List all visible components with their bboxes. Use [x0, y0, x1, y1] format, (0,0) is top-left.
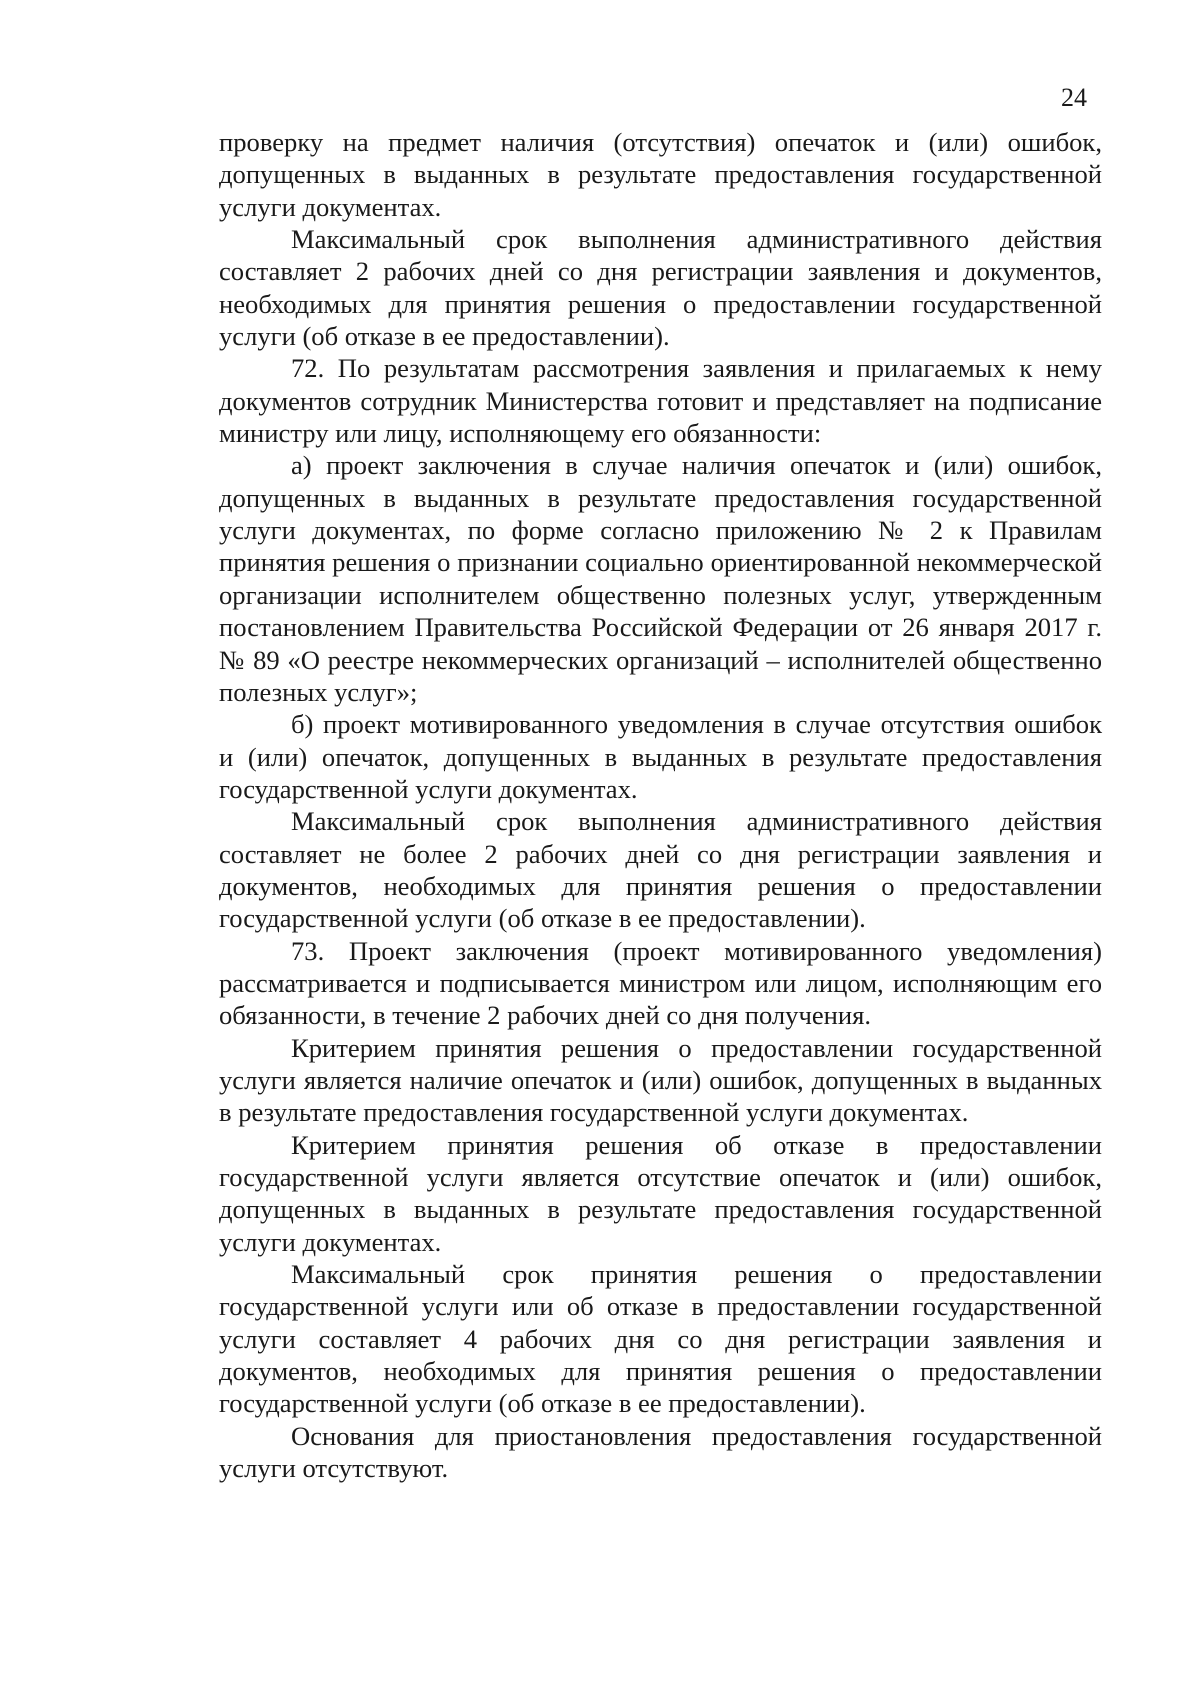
paragraph-max-term-decision: Максимальный срок принятия решения о предоставлении государственной услуги или об отказе в предоставлении государственной услуги составляет 4 рабочих дня со дня регистрации заявления и документов, необходимых для принятия решения о предоставлении государственной услуги (об отказе в ее предоставлении).	[219, 1259, 1102, 1419]
paragraph-suspension-grounds: Основания для приостановления предоставления государственной услуги отсутствуют.	[219, 1420, 1102, 1484]
paragraph-item-73: 73. Проект заключения (проект мотивированного уведомления) рассматривается и подписывается министром или лицом, исполняющим его обязанности, в течение 2 рабочих дней со дня получения.	[219, 935, 1102, 1031]
paragraph-continuation: проверку на предмет наличия (отсутствия) опечаток и (или) ошибок, допущенных в выданных в результате предоставления государственной услуги документах.	[219, 127, 1102, 222]
paragraph-max-term-1: Максимальный срок выполнения административного действия составляет 2 рабочих дней со дня регистрации заявления и документов, необходимых для принятия решения о предоставлении государственной услуги (об отказе в ее предоставлении).	[219, 224, 1102, 352]
document-body	[219, 126, 1102, 1484]
page-number: 24	[1061, 83, 1087, 112]
paragraph-criterion-grant: Критерием принятия решения о предоставлении государственной услуги является наличие опечаток и (или) ошибок, допущенных в выданных в результате предоставления государственной услуги документах.	[219, 1032, 1102, 1128]
paragraph-subitem-a: а) проект заключения в случае наличия опечаток и (или) ошибок, допущенных в выданных в результате предоставления государственной услуги документах, по форме согласно приложению № 2 к Правилам принятия решения о признании социально ориентированной некоммерческой организации исполнителем общественно полезных услуг, утвержденным постановлением Правительства Российской Федерации от 26 января 2017 г. № 89 «О реестре некоммерческих организаций – исполнителей общественно полезных услуг»;	[219, 450, 1102, 707]
paragraph-item-72: 72. По результатам рассмотрения заявления и прилагаемых к нему документов сотрудник Министерства готовит и представляет на подписание министру или лицу, исполняющему его обязанности:	[219, 353, 1102, 449]
paragraph-subitem-b: б) проект мотивированного уведомления в случае отсутствия ошибок и (или) опечаток, допущенных в выданных в результате предоставления государственной услуги документах.	[219, 709, 1102, 804]
paragraph-criterion-refusal: Критерием принятия решения об отказе в предоставлении государственной услуги является отсутствие опечаток и (или) ошибок, допущенных в выданных в результате предоставления государственной услуги документах.	[219, 1129, 1102, 1257]
paragraph-max-term-2: Максимальный срок выполнения административного действия составляет не более 2 рабочих дней со дня регистрации заявления и документов, необходимых для принятия решения о предоставлении государственной услуги (об отказе в ее предоставлении).	[219, 806, 1102, 934]
